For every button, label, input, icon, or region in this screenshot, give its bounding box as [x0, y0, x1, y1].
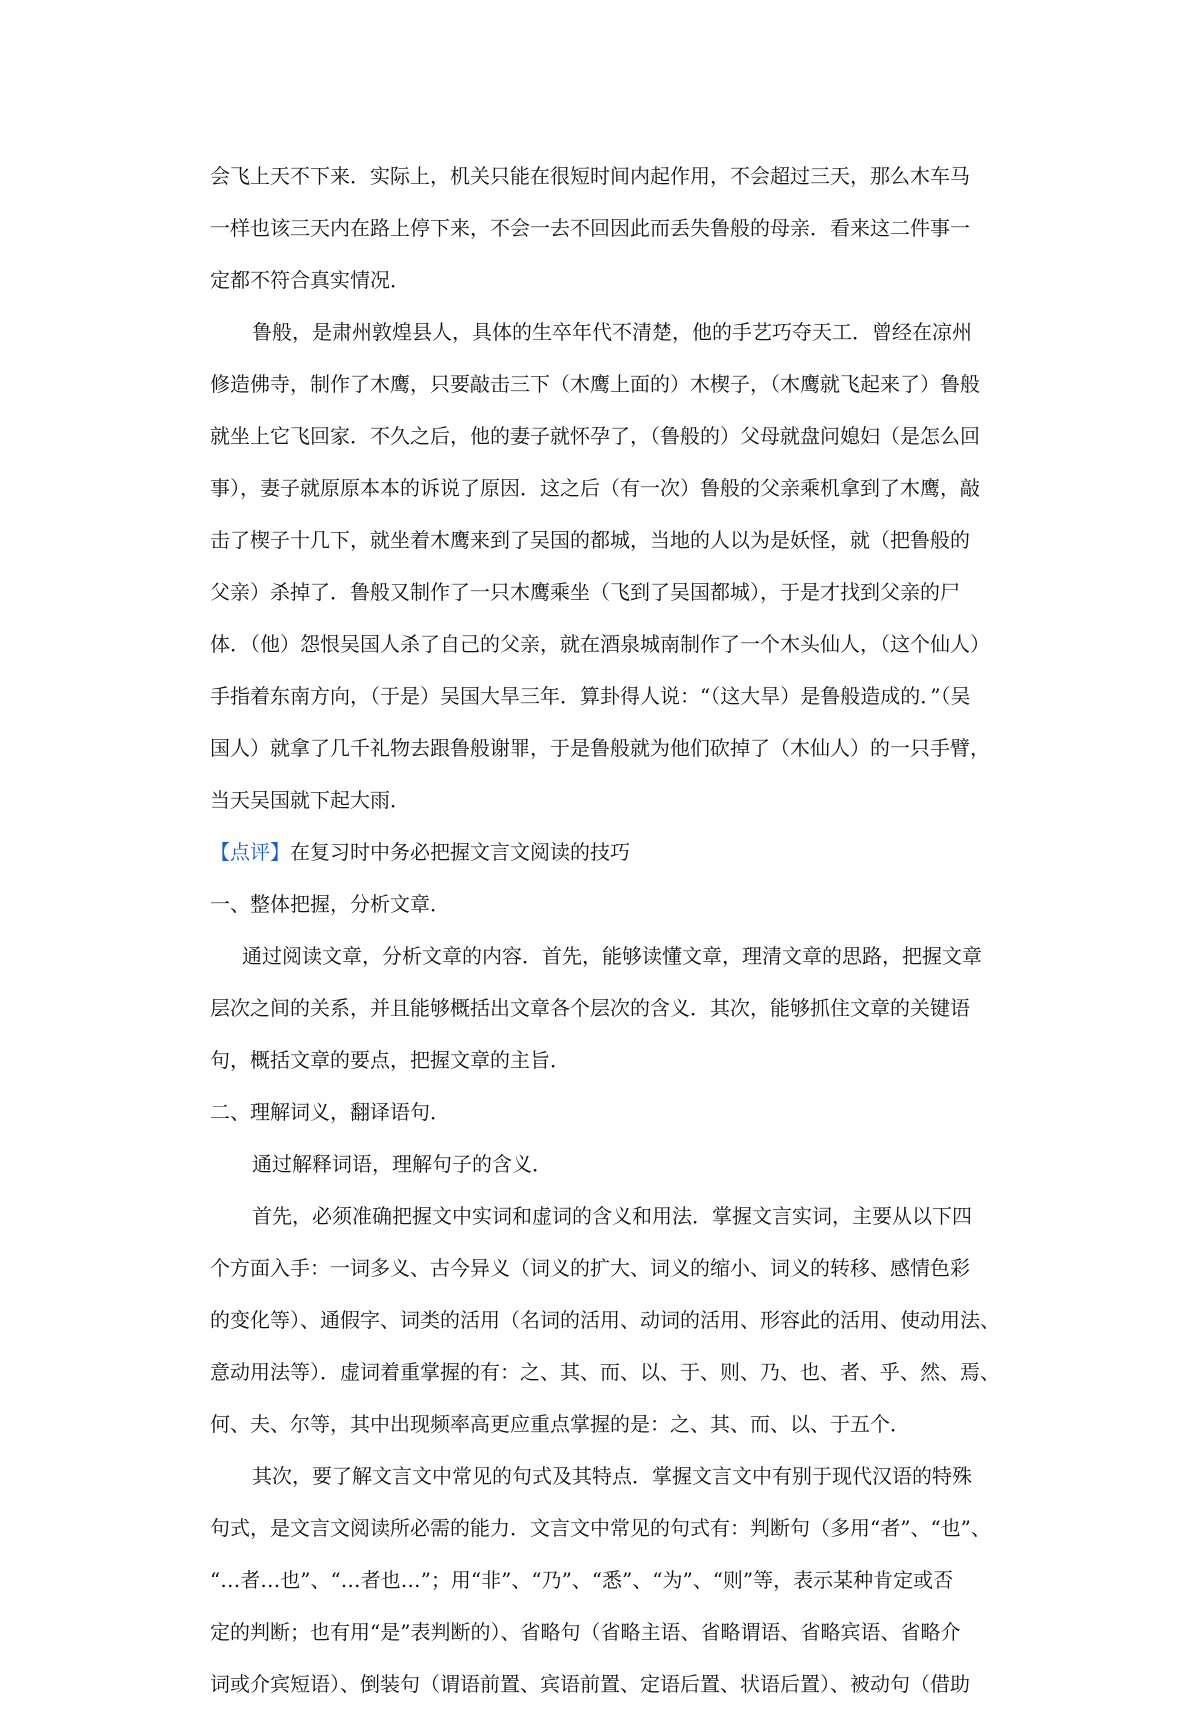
document-body [210, 150, 1012, 1710]
section-title: 二、理解词义，翻译语句． [210, 1100, 450, 1124]
translation-line: 击了楔子十几下，就坐着木鹰来到了吴国的都城，当地的人以为是妖怪，就（把鲁般的 [210, 528, 970, 552]
translation-line: 父亲）杀掉了．鲁般又制作了一只木鹰乘坐（飞到了吴国都城），于是才找到父亲的尸 [210, 580, 960, 604]
section2-p2-line: 其次，要了解文言文中常见的句式及其特点．掌握文言文中有别于现代汉语的特殊 [252, 1464, 972, 1488]
comment-line [210, 826, 1012, 878]
passage-line: 定都不符合真实情况． [210, 268, 410, 292]
section1-line: 通过阅读文章，分析文章的内容．首先，能够读懂文章，理清文章的思路，把握文章 [242, 944, 982, 968]
section2-p1-line: 意动用法等）．虚词着重掌握的有：之、其、而、以、于、则、乃、也、者、乎、然、焉、 [210, 1360, 1000, 1384]
section2-p1-line: 首先，必须准确把握文中实词和虚词的含义和用法．掌握文言实词，主要从以下四 [252, 1204, 972, 1228]
comment-tag: 【点评】 [210, 840, 290, 864]
section2-p2-line: “…者…也”、“…者也…”；用“非”、“乃”、“悉”、“为”、“则”等，表示某种肯定或否 [210, 1568, 954, 1592]
translation-line: 修造佛寺，制作了木鹰，只要敲击三下（木鹰上面的）木楔子，（木鹰就飞起来了）鲁般 [210, 372, 980, 396]
translation-line: 鲁般，是肃州敦煌县人，具体的生卒年代不清楚，他的手艺巧夺天工．曾经在凉州 [252, 320, 972, 344]
section2-p1-line: 的变化等）、通假字、词类的活用（名词的活用、动词的活用、形容此的活用、使动用法、 [210, 1308, 1000, 1332]
passage-line: 一样也该三天内在路上停下来，不会一去不回因此而丢失鲁般的母亲．看来这二件事一 [210, 216, 970, 240]
section1-line: 层次之间的关系，并且能够概括出文章各个层次的含义．其次，能够抓住文章的关键语 [210, 996, 970, 1020]
translation-line: 就坐上它飞回家．不久之后，他的妻子就怀孕了，（鲁般的）父母就盘问媳妇（是怎么回 [210, 424, 980, 448]
section2-p1-line: 何、夫、尔等，其中出现频率高更应重点掌握的是：之、其、而、以、于五个． [210, 1412, 910, 1436]
section2-intro: 通过解释词语，理解句子的含义． [252, 1152, 552, 1176]
translation-line: 国人）就拿了几千礼物去跟鲁般谢罪，于是鲁般就为他们砍掉了（木仙人）的一只手臂， [210, 736, 990, 760]
passage-line: 会飞上天不下来．实际上，机关只能在很短时间内起作用，不会超过三天，那么木车马 [210, 164, 970, 188]
section2-p2-line: 句式，是文言文阅读所必需的能力．文言文中常见的句式有：判断句（多用“者”、“也”、 [210, 1516, 991, 1540]
section2-p1-line: 个方面入手：一词多义、古今异义（词义的扩大、词义的缩小、词义的转移、感情色彩 [210, 1256, 970, 1280]
translation-line: 事），妻子就原原本本的诉说了原因．这之后（有一次）鲁般的父亲乘机拿到了木鹰，敲 [210, 476, 980, 500]
translation-line: 体．（他）怨恨吴国人杀了自己的父亲，就在酒泉城南制作了一个木头仙人，（这个仙人） [210, 632, 990, 656]
translation-line: 当天吴国就下起大雨． [210, 788, 410, 812]
comment-text: 在复习时中务必把握文言文阅读的技巧 [290, 840, 630, 864]
section2-p2-line: 定的判断；也有用“是”表判断的）、省略句（省略主语、省略谓语、省略宾语、省略介 [210, 1620, 961, 1644]
translation-line: 手指着东南方向，（于是）吴国大旱三年．算卦得人说：“（这大旱）是鲁般造成的．”（吴 [210, 684, 971, 708]
section-title: 一、整体把握，分析文章． [210, 892, 450, 916]
section1-line: 句，概括文章的要点，把握文章的主旨． [210, 1048, 570, 1072]
section2-p2-line: 词或介宾短语）、倒装句（谓语前置、宾语前置、定语后置、状语后置）、被动句（借助 [210, 1672, 970, 1696]
